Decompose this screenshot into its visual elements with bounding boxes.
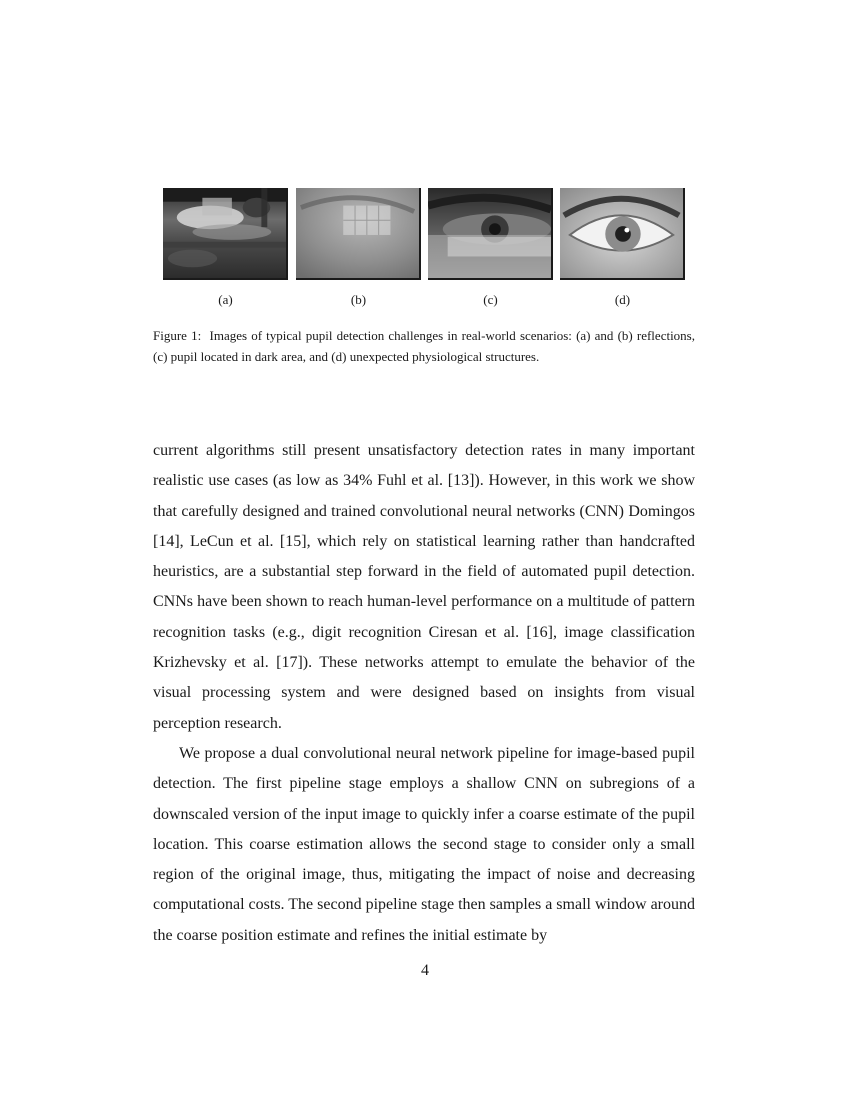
figure-image-c [428, 188, 553, 280]
paragraph-1: current algorithms still present unsatisfactory detection rates in many important realistic use cases (as low as 34% Fuhl et al. [13]). However, in this work we show that carefully designed and trained convolutional neural networks (CNN) Domingos [14], LeCun et al. [15], which rely on statistical learning rather than handcrafted heuristics, are a substantial step forward in the field of automated pupil detection. CNNs have been shown to reach human-level performance on a multitude of pattern recognition tasks (e.g., digit recognition Ciresan et al. [16], image classification Krizhevsky et al. [17]). These networks attempt to emulate the behavior of the visual processing system and were designed based on insights from visual perception research. [153, 442, 695, 732]
subfigure-label-c: (c) [483, 292, 498, 307]
paragraph-2: We propose a dual convolutional neural network pipeline for image-based pupil detection. The first pipeline stage employs a shallow CNN on subregions of a downscaled version of the input image to quickly infer a coarse estimate of the pupil location. This coarse estimation allows the second stage to consider only a small region of the original image, thus, mitigating the impact of noise and decreasing computational costs. The second pipeline stage then samples a small window around the coarse position estimate and refines the initial estimate by [153, 744, 695, 944]
subfigure-label-b: (b) [350, 292, 367, 307]
figure-image-d [560, 188, 685, 280]
figure-images [163, 188, 685, 280]
figure-image-b [296, 188, 421, 280]
subfigure-label-a: (a) [218, 292, 233, 307]
page-number: 4 [421, 962, 429, 979]
subfigure-label-d: (d) [614, 292, 631, 307]
body-text [153, 436, 695, 951]
figure-image-a [163, 188, 288, 280]
figure-caption: Figure 1: Images of typical pupil detection challenges in real-world scenarios: (a) and (b) reflections, (c) pupil located in dark area, and (d) unexpected physiological structures. [153, 328, 695, 364]
